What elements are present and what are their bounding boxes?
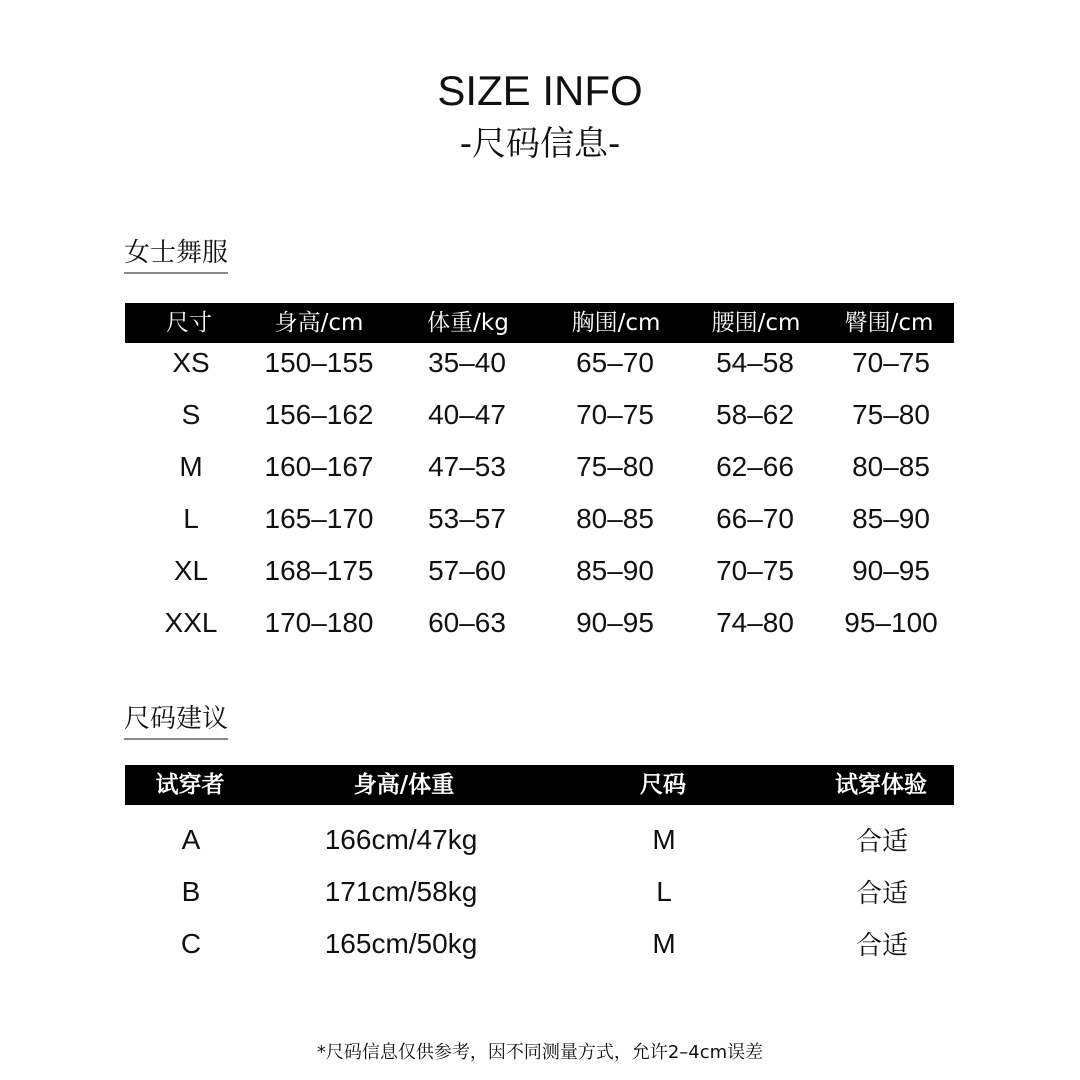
height-range: 170–180	[264, 607, 374, 638]
bust-range: 70–75	[576, 399, 654, 430]
table-row	[125, 345, 954, 381]
hip-range: 80–85	[852, 451, 930, 482]
size-label: XL	[173, 555, 209, 586]
size-advice-header-cell: 试穿体验	[835, 772, 927, 798]
size-label: XXL	[164, 607, 218, 638]
weight-range: 35–40	[428, 347, 506, 378]
height-range: 150–155	[264, 347, 374, 378]
hip-range: 95–100	[844, 607, 938, 638]
recommended-size: M	[652, 824, 676, 855]
weight-range: 57–60	[428, 555, 506, 586]
waist-range: 58–62	[716, 399, 794, 430]
hip-range: 75–80	[852, 399, 930, 430]
weight-range: 40–47	[428, 399, 506, 430]
size-advice-header-cell: 身高/体重	[353, 772, 455, 798]
size-chart-header-cell: 胸围/cm	[571, 310, 661, 336]
recommended-size: M	[652, 928, 676, 959]
hip-range: 70–75	[852, 347, 930, 378]
bust-range: 75–80	[576, 451, 654, 482]
fit-feedback: 合适	[855, 827, 909, 857]
size-chart-header-cell: 臀围/cm	[844, 310, 934, 336]
waist-range: 70–75	[716, 555, 794, 586]
weight-range: 53–57	[428, 503, 506, 534]
waist-range: 66–70	[716, 503, 794, 534]
waist-range: 74–80	[716, 607, 794, 638]
size-label: S	[181, 399, 201, 430]
size-chart-header-cell: 身高/cm	[274, 310, 364, 336]
height-weight: 166cm/47kg	[324, 824, 478, 855]
size-advice-header	[125, 765, 954, 805]
bust-range: 65–70	[576, 347, 654, 378]
height-range: 165–170	[264, 503, 374, 534]
table-row	[125, 553, 954, 589]
weight-range: 60–63	[428, 607, 506, 638]
bust-range: 90–95	[576, 607, 654, 638]
table-row	[125, 926, 954, 962]
size-advice-section-title: 尺码建议	[124, 702, 228, 740]
size-chart-header-cell: 腰围/cm	[711, 310, 801, 336]
table-row	[125, 874, 954, 910]
height-range: 168–175	[264, 555, 374, 586]
bust-range: 85–90	[576, 555, 654, 586]
size-chart-header-cell: 尺寸	[166, 310, 212, 336]
disclaimer-note: *尺码信息仅供参考，因不同测量方式，允许2–4cm误差	[316, 1042, 764, 1063]
height-weight: 171cm/58kg	[324, 876, 478, 907]
table-row	[125, 449, 954, 485]
size-chart-body	[125, 345, 954, 645]
size-label: L	[183, 503, 199, 534]
waist-range: 54–58	[716, 347, 794, 378]
table-row	[125, 501, 954, 537]
hip-range: 85–90	[852, 503, 930, 534]
size-chart-header-cell: 体重/kg	[427, 310, 509, 336]
bust-range: 80–85	[576, 503, 654, 534]
size-advice-body	[125, 822, 954, 972]
tester-label: B	[181, 876, 201, 907]
height-range: 160–167	[264, 451, 374, 482]
size-advice-header-cell: 试穿者	[155, 772, 225, 798]
fit-feedback: 合适	[855, 879, 909, 909]
size-chart-header	[125, 303, 954, 343]
weight-range: 47–53	[428, 451, 506, 482]
waist-range: 62–66	[716, 451, 794, 482]
page-title: SIZE INFO	[437, 67, 643, 114]
recommended-size: L	[656, 876, 672, 907]
table-row	[125, 397, 954, 433]
fit-feedback: 合适	[855, 931, 909, 961]
table-row	[125, 822, 954, 858]
size-label: M	[179, 451, 203, 482]
tester-label: C	[180, 928, 202, 959]
hip-range: 90–95	[852, 555, 930, 586]
height-range: 156–162	[264, 399, 374, 430]
height-weight: 165cm/50kg	[324, 928, 478, 959]
tester-label: A	[181, 824, 201, 855]
page-subtitle: -尺码信息-	[459, 124, 621, 164]
size-label: XS	[172, 347, 210, 378]
size-chart-section-title: 女士舞服	[124, 236, 228, 274]
size-advice-header-cell: 尺码	[640, 772, 686, 798]
table-row	[125, 605, 954, 641]
